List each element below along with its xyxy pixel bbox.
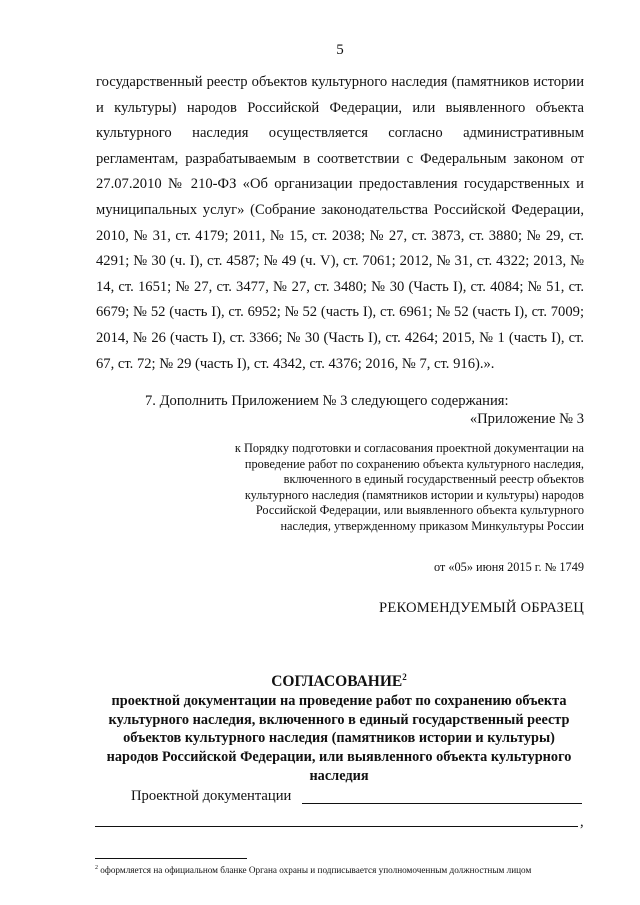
footnote-mark: 2 [95, 865, 98, 871]
appendix-subtitle-line: включенного в единый государственный реестр объектов [283, 472, 584, 487]
appendix-subtitle-line: к Порядку подготовки и согласования проектной документации на [234, 441, 584, 455]
form-subtitle-line: культурного наследия, включенного в единый государственный реестр [108, 711, 570, 728]
project-documentation-field-continued[interactable] [95, 826, 578, 827]
form-title [84, 667, 594, 692]
item-7-text: 7. Дополнить Приложением № 3 следующего содержания: [145, 393, 509, 409]
body-paragraph: государственный реестр объектов культурного наследия (памятников истории и культуры) народов Российской Федерации, или выявленного объекта культурного наследия осуществляется согласно административным регламентам, разрабатываемым в соответствии с Федеральным законом от 27.07.2010 № 210-ФЗ «Об организации предоставления государственных и муниципальных услуг» (Собрание законодательства Российской Федерации, 2010, № 31, ст. 4179; 2011, № 15, ст. 2038; № 27, ст. 3873, ст. 3880; № 29, ст. 4291; № 30 (ч. I), ст. 4587; № 49 (ч. V), ст. 7061; 2012, № 31, ст. 4322; 2013, № 14, ст. 1651; № 27, ст. 3477, № 27, ст. 3480; № 30 (Часть I), ст. 4084; № 51, ст. 6679; № 52 (часть I), ст. 6952; № 52 (часть I), ст. 6961; № 52 (часть I), ст. 7009; 2014, № 26 (часть I), ст. 3366; № 30 (Часть I), ст. 4264; 2015, № 1 (часть I), ст. 67, ст. 72; № 29 (часть I), ст. 4342, ст. 4376; 2016, № 7, ст. 916).». [96, 74, 584, 372]
appendix-subtitle-line: наследия, утвержденному приказом Минкультуры России [280, 518, 584, 533]
form-subtitle-line: наследия [309, 767, 369, 784]
page-number: 5 [336, 42, 344, 58]
footnote-text: оформляется на официальном бланке Органа охраны и подписывается уполномоченным должностным лицом [100, 865, 532, 876]
form-subtitle-line: проектной документации на проведение работ по сохранению объекта [111, 693, 567, 710]
appendix-heading: «Приложение № 3 [469, 411, 584, 427]
appendix-subtitle [164, 441, 584, 535]
form-subtitle-line: народов Российской Федерации, или выявленного объекта культурного [106, 748, 572, 765]
form-title-text: СОГЛАСОВАНИЕ [271, 673, 403, 691]
form-title-footnote-mark: 2 [402, 672, 407, 682]
form-subtitle [84, 692, 594, 785]
appendix-subtitle-line: проведение работ по сохранению объекта культурного наследия, [244, 456, 584, 471]
appendix-subtitle-line: культурного наследия (памятников истории и культуры) народов [244, 487, 584, 502]
recommended-sample-label: РЕКОМЕНДУЕМЫЙ ОБРАЗЕЦ [379, 600, 584, 616]
form-heading [84, 667, 594, 785]
trailing-comma: , [580, 814, 584, 830]
order-date-line: от «05» июня 2015 г. № 1749 [433, 560, 584, 574]
appendix-subtitle-line: Российской Федерации, или выявленного объекта культурного [255, 503, 584, 518]
footnote-divider [95, 858, 247, 859]
project-documentation-label: Проектной документации [131, 788, 292, 804]
footnote [95, 865, 531, 875]
project-documentation-field[interactable] [302, 803, 582, 804]
form-subtitle-line: объектов культурного наследия (памятников истории и культуры) [123, 730, 555, 747]
